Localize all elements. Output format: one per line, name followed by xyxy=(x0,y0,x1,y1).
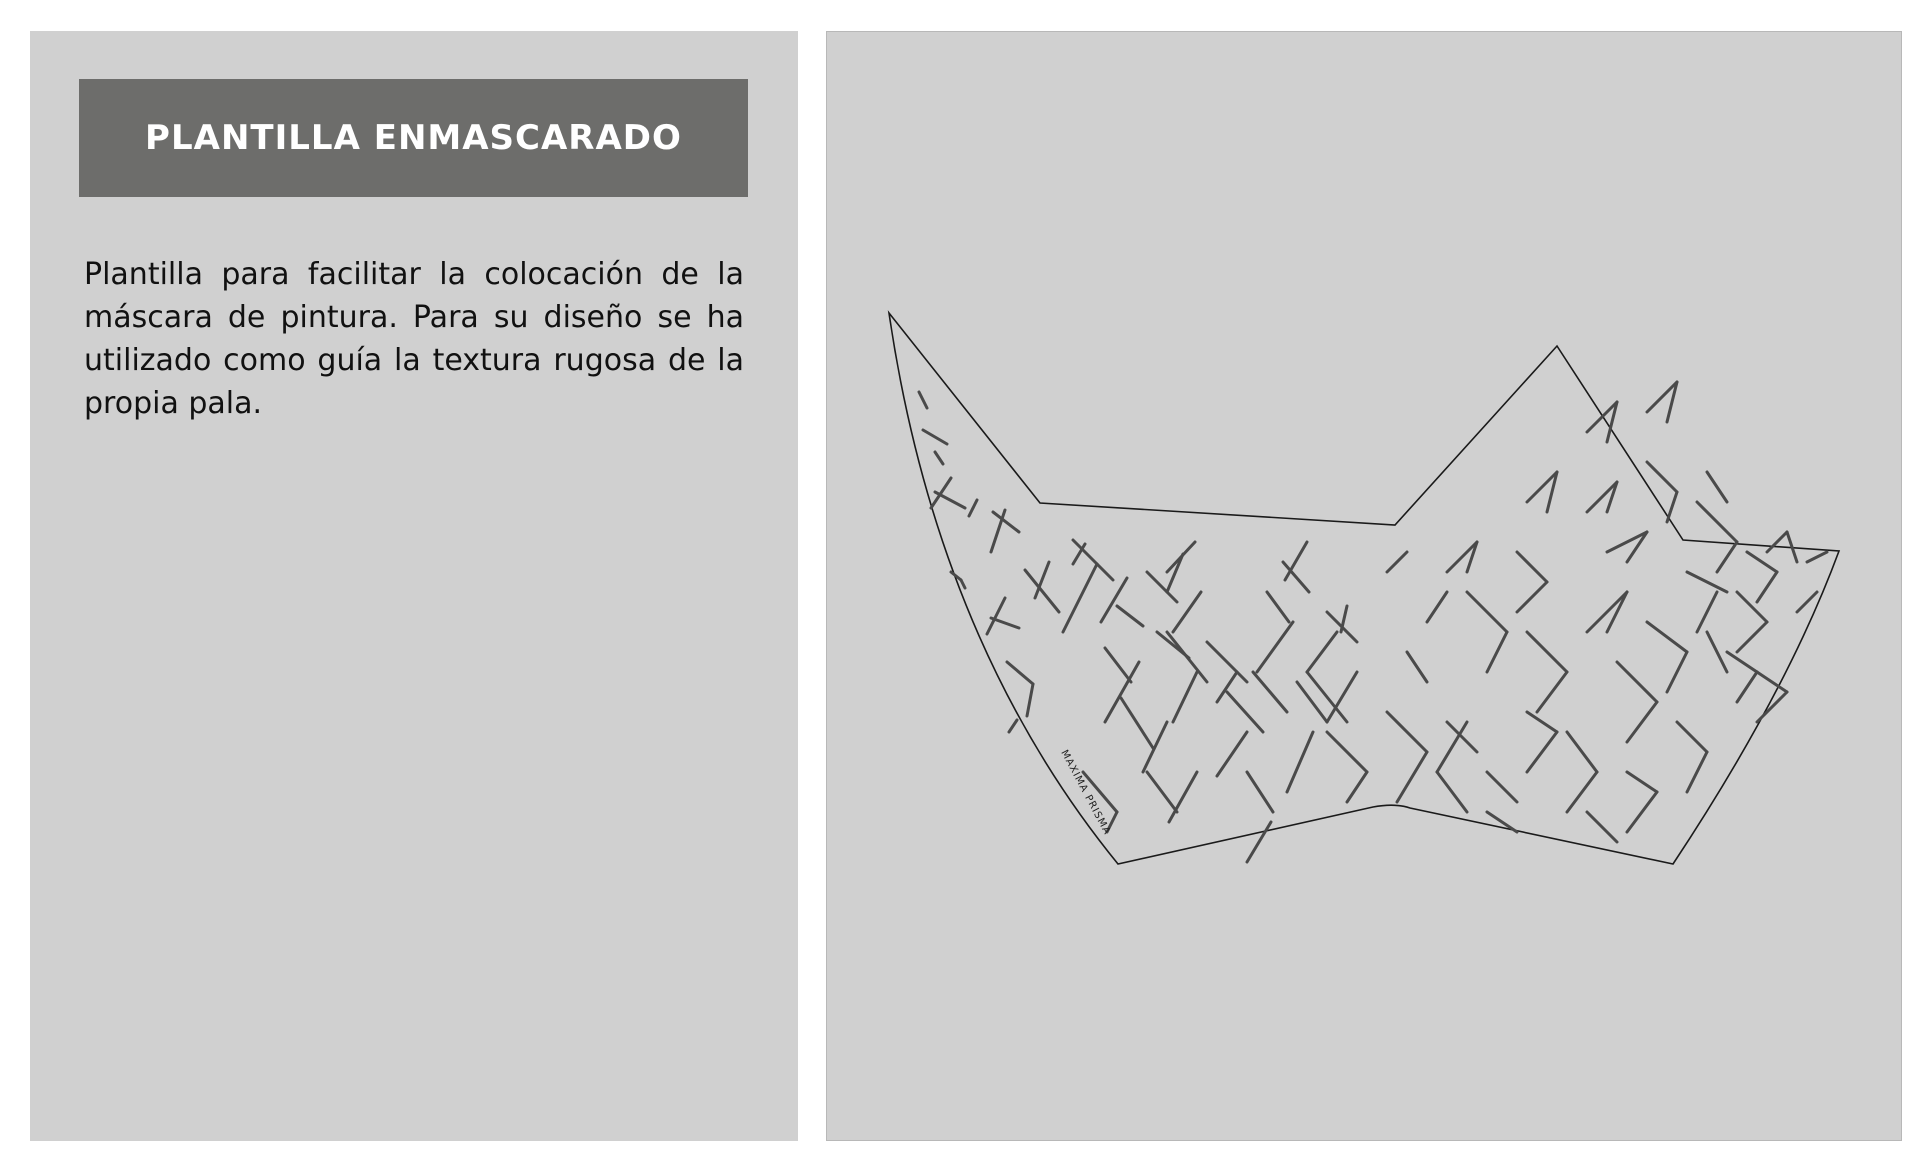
texture-mark xyxy=(1647,462,1677,492)
texture-marks xyxy=(919,382,1827,862)
texture-mark xyxy=(1487,812,1517,832)
texture-mark xyxy=(1167,554,1183,592)
texture-mark xyxy=(1147,772,1177,812)
texture-mark xyxy=(1767,532,1787,552)
texture-mark xyxy=(1117,606,1143,626)
texture-mark xyxy=(1285,542,1307,580)
texture-mark xyxy=(1797,592,1817,612)
texture-mark xyxy=(1737,592,1767,622)
texture-mark xyxy=(1167,632,1207,682)
texture-mark xyxy=(1247,822,1271,862)
texture-mark xyxy=(1627,772,1657,792)
texture-mark xyxy=(1169,772,1197,822)
template-outline xyxy=(889,313,1839,864)
texture-mark xyxy=(1527,732,1557,772)
texture-mark xyxy=(1207,642,1247,682)
texture-mark xyxy=(1397,752,1427,802)
texture-mark xyxy=(1747,552,1777,572)
texture-mark xyxy=(1217,732,1247,776)
texture-mark xyxy=(1527,632,1567,672)
info-panel xyxy=(30,31,798,1141)
texture-mark xyxy=(919,392,927,408)
texture-mark xyxy=(969,500,977,516)
texture-mark xyxy=(961,580,965,588)
texture-mark xyxy=(1697,502,1737,542)
texture-mark xyxy=(1267,592,1289,622)
texture-mark xyxy=(1757,572,1777,602)
texture-mark xyxy=(1667,492,1677,522)
texture-mark xyxy=(935,452,943,464)
texture-mark xyxy=(1307,632,1337,672)
texture-mark xyxy=(1607,592,1627,632)
texture-mark xyxy=(1537,672,1567,712)
texture-mark xyxy=(991,618,1019,628)
texture-mark xyxy=(1627,702,1657,742)
texture-mark xyxy=(987,598,1005,634)
texture-mark xyxy=(1807,552,1827,562)
texture-mark xyxy=(935,492,965,508)
texture-mark xyxy=(1467,592,1507,632)
texture-mark xyxy=(1287,732,1313,792)
texture-mark xyxy=(1247,772,1273,812)
texture-mark xyxy=(1687,572,1727,592)
texture-mark xyxy=(1707,632,1727,672)
title-banner xyxy=(79,79,748,197)
texture-mark xyxy=(1567,772,1597,812)
texture-mark xyxy=(1517,582,1547,612)
texture-mark xyxy=(1063,564,1097,632)
texture-mark xyxy=(1427,592,1447,622)
texture-mark xyxy=(1667,652,1687,692)
texture-mark xyxy=(1707,472,1727,502)
texture-mark xyxy=(1757,672,1787,692)
brand-label: MAXIMA PRISMA xyxy=(1058,748,1113,837)
texture-mark xyxy=(1387,552,1407,572)
texture-mark xyxy=(1327,732,1367,772)
texture-mark xyxy=(1227,692,1263,732)
texture-mark xyxy=(1527,712,1557,732)
texture-mark xyxy=(1437,772,1467,812)
texture-mark xyxy=(1121,698,1153,748)
texture-mark xyxy=(1617,662,1657,702)
texture-mark xyxy=(1677,722,1707,752)
texture-mark xyxy=(1387,712,1427,752)
texture-mark xyxy=(1587,812,1617,842)
texture-mark xyxy=(1027,684,1033,716)
texture-mark xyxy=(1717,542,1737,572)
texture-mark xyxy=(1253,672,1287,712)
texture-mark xyxy=(1407,652,1427,682)
texture-mark xyxy=(1257,622,1293,672)
texture-mark xyxy=(1173,672,1197,722)
texture-mark xyxy=(1647,622,1687,652)
texture-mark xyxy=(1105,648,1131,682)
description-text: Plantilla para facilitar la colocación de la máscara de pintura. Para su diseño se ha utilizado como guía la textura rugosa de la propia pala. xyxy=(84,257,744,421)
texture-mark xyxy=(1297,682,1327,722)
texture-mark xyxy=(1567,732,1597,772)
texture-mark xyxy=(1101,578,1127,622)
texture-mark xyxy=(1697,592,1717,632)
texture-mark xyxy=(1173,592,1201,632)
template-panel xyxy=(826,31,1902,1141)
texture-mark xyxy=(1587,592,1627,632)
texture-mark xyxy=(1517,552,1547,582)
texture-mark xyxy=(1487,632,1507,672)
texture-mark xyxy=(1687,752,1707,792)
texture-mark xyxy=(1487,772,1517,802)
texture-mark xyxy=(1437,722,1467,772)
texture-mark xyxy=(1757,692,1787,722)
texture-mark xyxy=(1347,772,1367,802)
texture-mark xyxy=(1737,672,1757,702)
texture-mark xyxy=(1217,672,1237,702)
texture-mark xyxy=(993,512,1019,532)
page-title: PLANTILLA ENMASCARADO xyxy=(145,118,682,158)
texture-mark xyxy=(1007,662,1033,684)
masking-template-drawing xyxy=(827,32,1901,1140)
texture-mark xyxy=(1737,622,1767,652)
texture-mark xyxy=(1009,720,1017,732)
texture-mark xyxy=(1727,652,1757,672)
texture-mark xyxy=(1143,722,1167,772)
texture-mark xyxy=(923,430,947,444)
texture-mark xyxy=(1627,792,1657,832)
